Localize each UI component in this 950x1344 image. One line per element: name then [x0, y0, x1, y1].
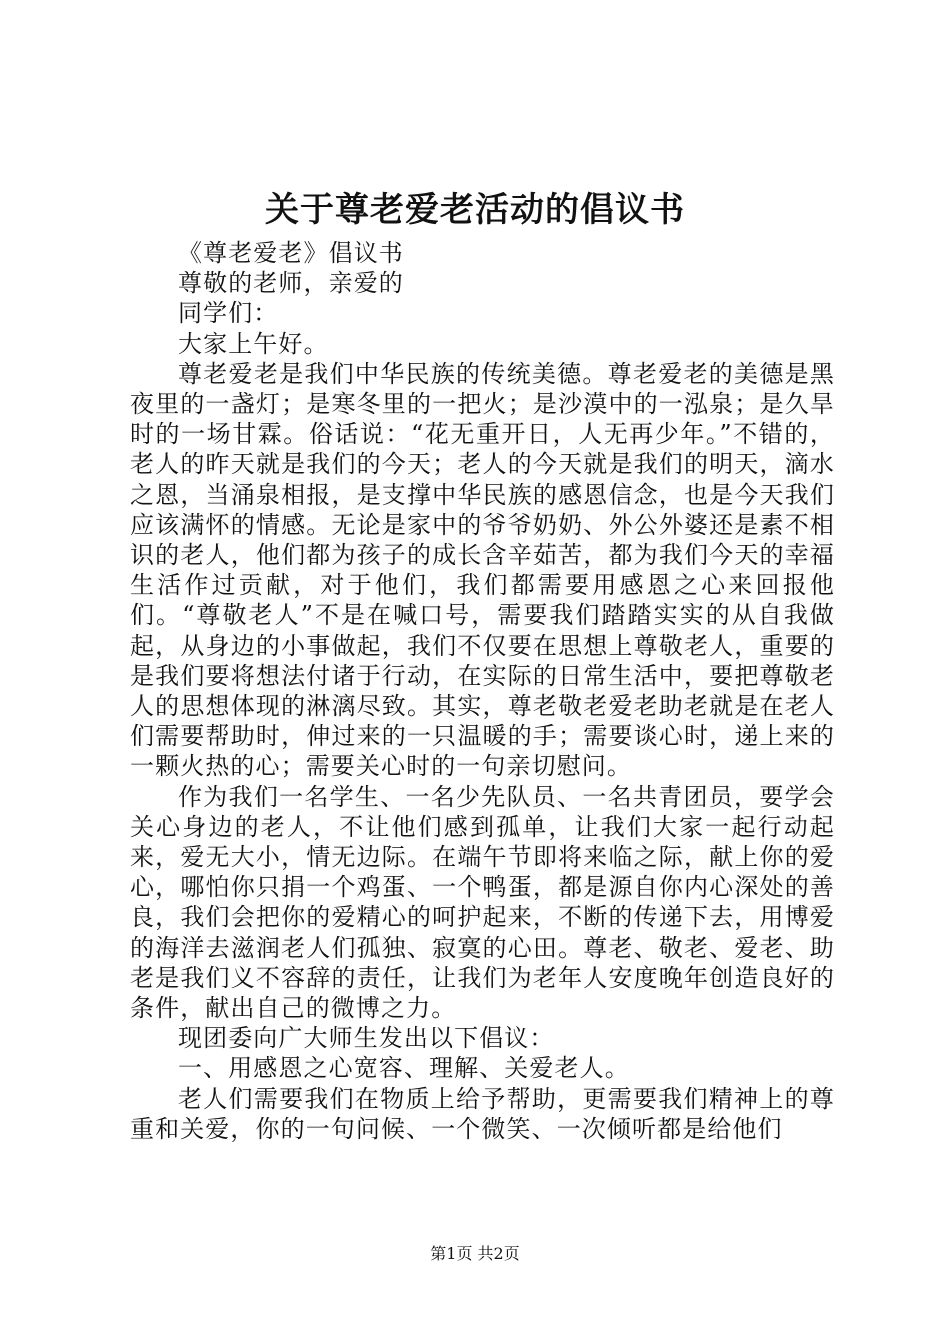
- paragraph-salutation-2: 同学们：: [178, 299, 279, 328]
- page-footer: 第1页 共2页: [430, 1244, 520, 1263]
- paragraph-proposal-1-body: 老人们需要我们在物质上给予帮助，更需要我们精神上的尊重和关爱，你的一句问候、一个微笑、一次倾听都是给他们: [130, 1084, 835, 1143]
- paragraph-heading: 《尊老爱老》倡议书: [178, 239, 404, 267]
- paragraph-proposal-1-heading: 一、用感恩之心宽容、理解、关爱老人。: [178, 1054, 630, 1083]
- document-title: 关于尊老爱老活动的倡议书: [265, 190, 685, 230]
- paragraph-body-2: 作为我们一名学生、一名少先队员、一名共青团员，要学会关心身边的老人，不让他们感到孤单，让我们大家一起行动起来，爱无大小，情无边际。在端午节即将来临之际，献上你的爱心，哪怕你只捐一个鸡蛋、一个鸭蛋，都是源自你内心深处的善良，我们会把你的爱精心的呵护起来，不断的传递下去，用博爱的海洋去滋润老人们孤独、寂寞的心田。尊老、敬老、爱老、助老是我们义不容辞的责任，让我们为老年人安度晚年创造良好的条件，献出自己的微博之力。: [130, 782, 835, 1023]
- document-body: [130, 238, 835, 1144]
- paragraph-salutation-1: 尊敬的老师，亲爱的: [178, 269, 404, 298]
- paragraph-greeting: 大家上午好。: [178, 329, 329, 358]
- paragraph-proposal-intro: 现团委向广大师生发出以下倡议：: [178, 1024, 555, 1053]
- paragraph-body-1: 尊老爱老是我们中华民族的传统美德。尊老爱老的美德是黑夜里的一盏灯；是寒冬里的一把火；是沙漠中的一泓泉；是久旱时的一场甘霖。俗话说：“花无重开日，人无再少年。”不错的，老人的昨天就是我们的今天；老人的今天就是我们的明天，滴水之恩，当涌泉相报，是支撑中华民族的感恩信念，也是今天我们应该满怀的情感。无论是家中的爷爷奶奶、外公外婆还是素不相识的老人，他们都为孩子的成长含辛茹苦，都为我们今天的幸福生活作过贡献，对于他们，我们都需要用感恩之心来回报他们。“尊敬老人”不是在喊口号，需要我们踏踏实实的从自我做起，从身边的小事做起，我们不仅要在思想上尊敬老人，重要的是我们要将想法付诸于行动，在实际的日常生活中，要把尊敬老人的思想体现的淋漓尽致。其实，尊老敬老爱老助老就是在老人们需要帮助时，伸过来的一只温暖的手；需要谈心时，递上来的一颗火热的心；需要关心时的一句亲切慰问。: [130, 359, 835, 781]
